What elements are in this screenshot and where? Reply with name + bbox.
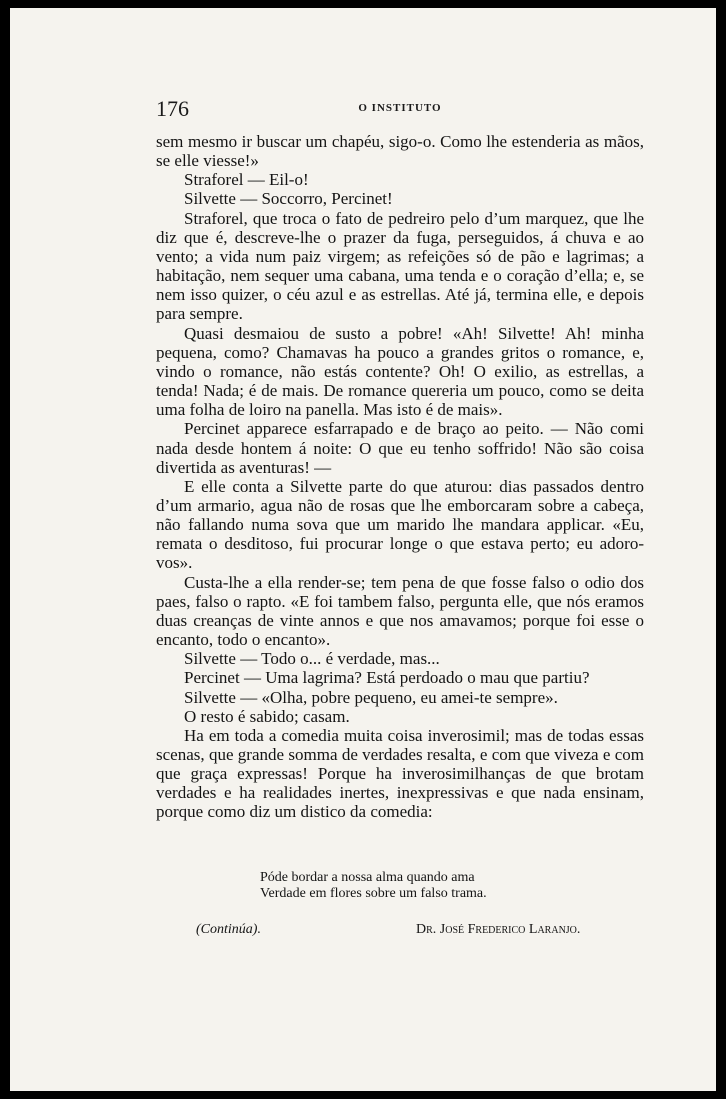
paragraph: O resto é sabido; casam.: [184, 706, 350, 726]
verse-line: Póde bordar a nossa alma quando ama: [260, 870, 475, 885]
paragraph: Silvette — Soccorro, Percinet!: [184, 189, 393, 209]
paragraph: sem mesmo ir buscar um chapéu, sigo-o. Como lhe estenderia as mãos, se elle viesse!»: [156, 132, 644, 171]
verse-quote: [260, 870, 487, 902]
paragraph: Percinet — Uma lagrima? Está perdoado o mau que partiu?: [184, 668, 590, 688]
continua-note: (Continúa).: [196, 922, 261, 937]
book-page: [10, 8, 716, 1091]
paragraph: Silvette — Todo o... é verdade, mas...: [184, 649, 440, 669]
paragraph: E elle conta a Silvette parte do que aturou: dias passados dentro d’um armario, agua não de rosas que lhe emborcaram sobre a cabeça, não fallando numa sova que um marido lhe mandara applicar. «Eu, remata o desditoso, fui procurar longe o que estava perto; eu adoro-vos».: [156, 476, 644, 573]
paragraph: Silvette — «Olha, pobre pequeno, eu amei-te sempre».: [184, 687, 558, 707]
paragraph: Quasi desmaiou de susto a pobre! «Ah! Silvette! Ah! minha pequena, como? Chamavas ha pouco a grandes gritos o romance, e, vindo o romance, não estás contente? Oh! O exilio, as estrellas, a tenda! Nada; é de mais. De romance quereria um pouco, como se deita uma folha de loiro na panella. Mas isto é de mais».: [156, 323, 644, 420]
paragraph: Straforel, que troca o fato de pedreiro pelo d’um marquez, que lhe diz que é, descreve-lhe o prazer da fuga, perseguidos, á chuva e ao vento; a vida num paiz virgem; as refeições só de pão e lagrimas; a habitação, nem sequer uma cabana, uma tenda e o coração d’ella; e, se nem isso quizer, o céu azul e as estrellas. Até já, termina elle, e depois para sempre.: [156, 208, 644, 324]
author-signature: Dr. José Frederico Laranjo.: [416, 922, 581, 937]
paragraph: Straforel — Eil-o!: [184, 170, 309, 190]
paragraph: Percinet apparece esfarrapado e de braço ao peito. — Não comi nada desde hontem á noite: O que eu tenho soffrido! Não são coisa divertida as aventuras! —: [156, 419, 644, 477]
body-text: [156, 132, 644, 822]
running-title: O INSTITUTO: [358, 102, 442, 114]
paragraph: Ha em toda a comedia muita coisa inverosimil; mas de todas essas scenas, que grande somma de verdades resalta, e com que viveza e com que graça expressas! Porque ha inverosimilhanças de que brotam verdades e ha realidades inertes, inexpressivas e que nada ensinam, porque como diz um distico da comedia:: [156, 725, 644, 822]
verse-line: Verdade em flores sobre um falso trama.: [260, 886, 487, 901]
page-header: [156, 96, 644, 120]
page-number: 176: [156, 96, 189, 121]
paragraph: Custa-lhe a ella render-se; tem pena de que fosse falso o odio dos paes, falso o rapto. «E foi tambem falso, pergunta elle, que nós eramos duas creanças de vinte annos e que nos amavamos; porque foi esse o encanto, todo o encanto».: [156, 572, 644, 650]
